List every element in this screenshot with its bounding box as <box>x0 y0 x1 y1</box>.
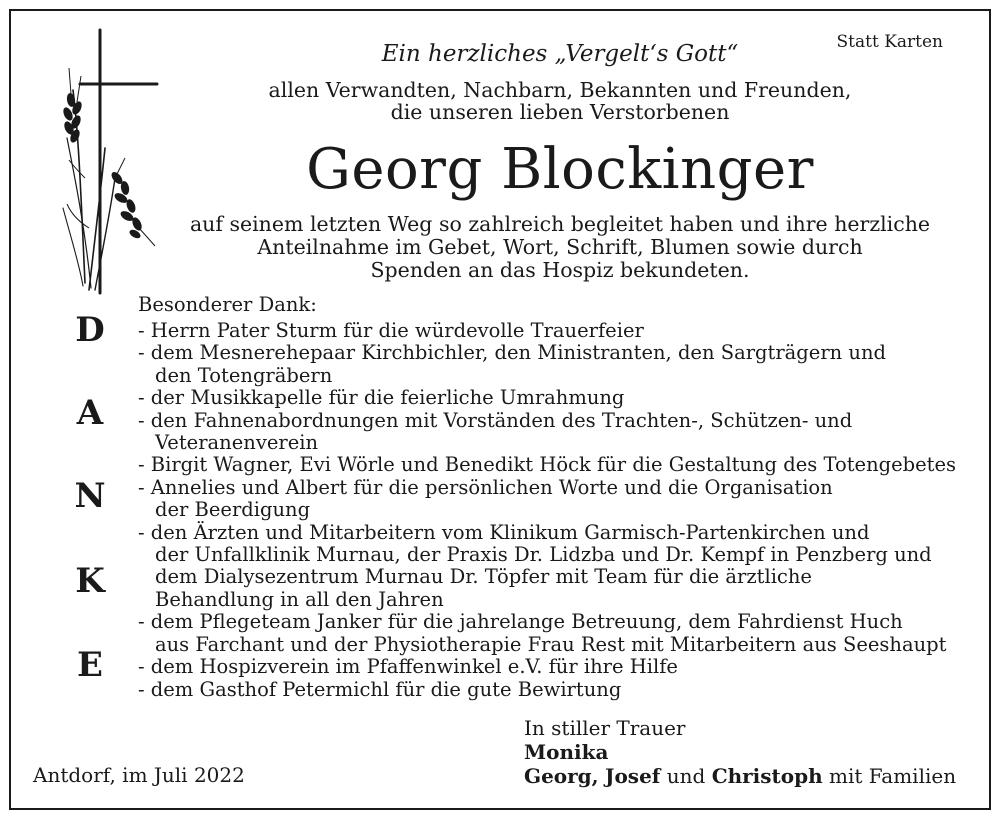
signer-monika: Monika <box>524 740 609 764</box>
danke-letter: N <box>74 476 106 516</box>
thanks-continuation-line: Behandlung in all den Jahren <box>155 587 444 611</box>
body-line: Spenden an das Hospiz bekundeten. <box>370 258 750 282</box>
intro-text <box>160 79 960 123</box>
thanks-continuation-line: der Unfallklinik Murnau, der Praxis Dr. Lidzba und Dr. Kempf in Penzberg und <box>155 543 932 567</box>
danke-letter: E <box>77 645 103 685</box>
special-thanks-title: Besonderer Dank: <box>138 293 317 316</box>
statt-karten-label: Statt Karten <box>836 32 943 52</box>
cross-with-wheat-icon <box>55 28 165 298</box>
signer-josef: Josef <box>605 764 661 788</box>
signers-line <box>524 764 956 788</box>
thanks-heading: Ein herzliches „Vergelt‘s Gott“ <box>381 41 739 67</box>
place-date: Antdorf, im Juli 2022 <box>33 763 245 787</box>
thanks-item: - dem Hospizverein im Pfaffenwinkel e.V. für ihre Hilfe <box>138 655 678 679</box>
thanks-item: - dem Pflegeteam Janker für die jahrelange Betreuung, dem Fahrdienst Huch <box>138 610 903 634</box>
signer-georg: Georg, <box>524 764 599 788</box>
signature-block <box>524 716 956 788</box>
danke-letter: D <box>75 310 105 350</box>
thanks-continuation-line: dem Dialysezentrum Murnau Dr. Töpfer mit Team für die ärztliche <box>155 565 812 589</box>
thanks-item: - Herrn Pater Sturm für die würdevolle Trauerfeier <box>138 319 644 342</box>
thanks-item: - den Ärzten und Mitarbeitern vom Klinikum Garmisch-Partenkirchen und <box>138 520 870 544</box>
thanks-continuation-line: den Totengräbern <box>155 363 333 387</box>
mit-familien: mit Familien <box>829 764 957 788</box>
body-line: Anteilnahme im Gebet, Wort, Schrift, Blumen sowie durch <box>257 235 863 259</box>
thanks-item: - Birgit Wagner, Evi Wörle und Benedikt Höck für die Gestaltung des Totengebetes <box>138 453 957 477</box>
body-text <box>160 213 960 282</box>
thanks-continuation-line: aus Farchant und der Physiotherapie Frau Rest mit Mitarbeitern aus Seeshaupt <box>155 632 947 656</box>
thanks-item: - den Fahnenabordnungen mit Vorständen des Trachten-, Schützen- und <box>138 408 853 432</box>
intro-line: die unseren lieben Verstorbenen <box>390 100 730 124</box>
und-word: und <box>666 764 706 788</box>
thanks-continuation-line: der Beerdigung <box>155 498 311 522</box>
thanks-item: - dem Gasthof Petermichl für die gute Bewirtung <box>138 677 622 701</box>
signer-christoph: Christoph <box>711 764 823 788</box>
special-thanks-list <box>138 320 956 701</box>
deceased-name: Georg Blockinger <box>306 137 814 202</box>
danke-letter: K <box>75 561 105 601</box>
intro-line: allen Verwandten, Nachbarn, Bekannten und Freunden, <box>268 78 852 102</box>
thanks-item: - der Musikkapelle für die feierliche Umrahmung <box>138 386 625 410</box>
thanks-continuation-line: Veteranenverein <box>155 431 319 455</box>
thanks-item: - dem Mesnerehepaar Kirchbichler, den Ministranten, den Sargträgern und <box>138 341 886 365</box>
mourning-line: In stiller Trauer <box>524 716 686 740</box>
thanks-item: - Annelies und Albert für die persönlichen Worte und die Organisation <box>138 475 833 499</box>
danke-letter: A <box>76 393 104 433</box>
body-line: auf seinem letzten Weg so zahlreich begleitet haben und ihre herzliche <box>189 212 931 236</box>
